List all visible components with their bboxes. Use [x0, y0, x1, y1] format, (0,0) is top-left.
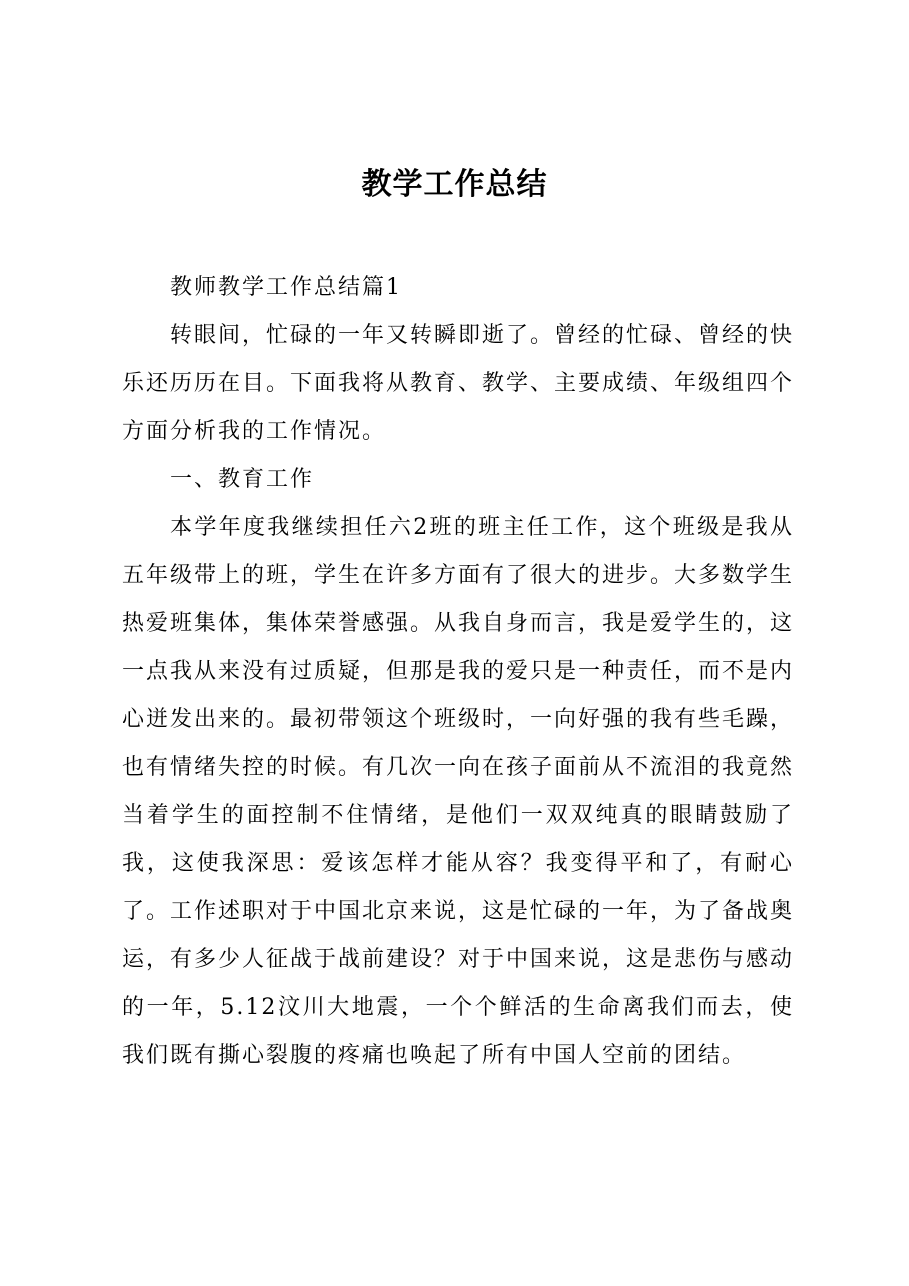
subheading-education: 一、教育工作: [170, 467, 315, 492]
document-title: 教学工作总结: [361, 167, 548, 202]
body-paragraph: 本学年度我继续担任六2班的班主任工作，这个班级是我从五年级带上的班，学生在许多方面有了很大的进步。大多数学生热爱班集体，集体荣誉感强。从我自身而言，我是爱学生的，这一点我从来没有过质疑，但那是我的爱只是一种责任，而不是内心迸发出来的。最初带领这个班级时，一向好强的我有些毛躁，也有情绪失控的时候。有几次一向在孩子面前从不流泪的我竟然当着学生的面控制不住情绪，是他们一双双纯真的眼睛鼓励了我，这使我深思：爱该怎样才能从容？我变得平和了，有耐心了。工作述职对于中国北京来说，这是忙碌的一年，为了备战奥运，有多少人征战于战前建设？对于中国来说，这是悲伤与感动的一年，5.12汶川大地震，一个个鲜活的生命离我们而去，使我们既有撕心裂腹的疼痛也唤起了所有中国人空前的团结。: [122, 515, 795, 1068]
intro-paragraph: 转眼间，忙碌的一年又转瞬即逝了。曾经的忙碌、曾经的快乐还历历在目。下面我将从教育、教学、主要成绩、年级组四个方面分析我的工作情况。: [122, 323, 795, 444]
section-heading: 教师教学工作总结篇1: [170, 275, 402, 300]
document-body: [122, 264, 794, 1080]
